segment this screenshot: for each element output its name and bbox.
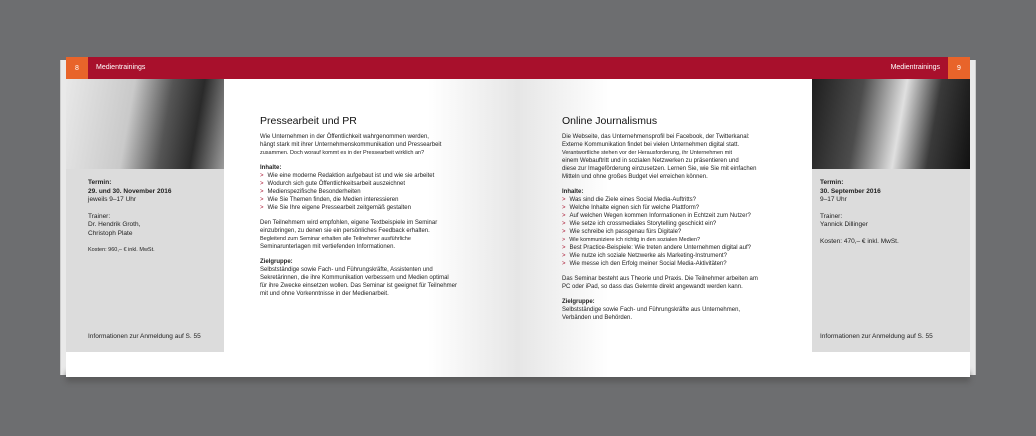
zielgruppe-text: Selbstständige sowie Fach- und Führungskräfte aus Unternehmen, Verbänden und Behörden. [562, 307, 741, 321]
trainer-label: Trainer: [820, 212, 843, 220]
list-item: > Wie eine moderne Redaktion aufgebaut ist und wie sie arbeitet [260, 172, 482, 180]
body-paragraph: Das Seminar besteht aus Theorie und Praxis. Die Teilnehmer arbeiten am PC oder iPad, so dass das Gelernte direkt angewandt werden kann. [562, 276, 758, 290]
inhalte-label: Inhalte: [562, 189, 584, 195]
trainer-label: Trainer: [88, 212, 111, 220]
trainer-name: Christoph Plate [88, 229, 133, 237]
trainer-name: Dr. Hendrik Groth, [88, 221, 141, 228]
termin-date: 29. und 30. November 2016 [88, 187, 172, 195]
zielgruppe-label: Zielgruppe: [562, 299, 595, 305]
list-item: > Wie setze ich crossmediales Storytelling geschickt ein? [562, 220, 792, 228]
page-header [518, 57, 970, 79]
workstation-photo [812, 79, 970, 169]
list-item: > Auf welchen Wegen kommen Informationen in Echtzeit zum Nutzer? [562, 212, 792, 220]
intro: Wie Unternehmen in der Öffentlichkeit wahrgenommen werden, hängt stark mit ihrer Unternehmenskommunikation und Pressearbeit zusammen. Doch worauf kommt es in der Pressearbeit wirklich an? [260, 134, 442, 156]
inhalte-list [562, 196, 792, 268]
open-brochure [66, 57, 970, 377]
list-item: > Wie Sie Ihre eigene Pressearbeit zeitgemäß gestalten [260, 204, 482, 212]
list-item: > Best Practice-Beispiele: Wie treten andere Unternehmen digital auf? [562, 244, 792, 252]
list-item: > Was sind die Ziele eines Social Media-Auftritts? [562, 196, 792, 204]
list-item: > Wie nutze ich soziale Netzwerke als Marketing-Instrument? [562, 252, 792, 260]
list-item: > Welche Inhalte eignen sich für welche Plattform? [562, 204, 792, 212]
registration-note: Informationen zur Anmeldung auf S. 55 [820, 332, 933, 340]
termin-label: Termin: [88, 179, 112, 186]
section-title: Medientrainings [890, 64, 940, 71]
list-item: > Wie Sie Themen finden, die Medien interessieren [260, 196, 482, 204]
trainer-name: Yannick Dillinger [820, 221, 868, 228]
article [562, 117, 792, 329]
inhalte-label: Inhalte: [260, 165, 282, 171]
page-number: 8 [66, 57, 88, 79]
article-title: Pressearbeit und PR [260, 115, 357, 127]
page-number: 9 [948, 57, 970, 79]
zielgruppe-label: Zielgruppe: [260, 259, 293, 265]
zielgruppe-text: Selbstständige sowie Fach- und Führungskräfte, Assistenten und Sekretärinnen, die ihre Kommunikation verbessern und Medien optimal für ihre Zwecke einsetzen wollen. Das Seminar ist geeignet für Teilnehmer mit und ohne Vorkenntnisse in der Medienarbeit. [260, 267, 457, 297]
info-sidebar [812, 169, 970, 352]
list-item: > Wie schreibe ich passgenau fürs Digitale? [562, 228, 792, 236]
article-title: Online Journalismus [562, 115, 658, 127]
intro: Die Webseite, das Unternehmensprofil bei Facebook, der Twitterkanal: Externe Kommunikation findet bei vielen Unternehmen digital statt. Verantwortliche stehen vor der Herausforderung, ihr Unternehmen mit einem Webauftritt und in sozialen Netzwerken zu präsentieren und diese zur Imageförderung einzusetzen. Lernen Sie, wie Sie mit einfachen Mitteln und ohne großes Budget viel erreichen können. [562, 134, 757, 180]
article [260, 117, 482, 305]
section-title: Medientrainings [96, 64, 146, 71]
page-header [66, 57, 518, 79]
kosten: Kosten: 470,– € inkl. MwSt. [820, 237, 899, 245]
presenter-photo [66, 79, 224, 169]
registration-note: Informationen zur Anmeldung auf S. 55 [88, 332, 201, 340]
list-item: > Wie kommuniziere ich richtig in den sozialen Medien? [562, 236, 792, 244]
kosten: Kosten: 960,– € inkl. MwSt. [88, 247, 155, 253]
inhalte-list [260, 172, 482, 212]
right-page [518, 57, 970, 377]
termin-time: jeweils 9–17 Uhr [88, 196, 137, 203]
list-item: > Medienspezifische Besonderheiten [260, 188, 482, 196]
list-item: > Wie messe ich den Erfolg meiner Social Media-Aktivitäten? [562, 260, 792, 268]
termin-date: 30. September 2016 [820, 187, 881, 195]
list-item: > Wodurch sich gute Öffentlichkeitsarbeit auszeichnet [260, 180, 482, 188]
left-page [66, 57, 518, 377]
termin-time: 9–17 Uhr [820, 196, 847, 203]
body-paragraph: Den Teilnehmern wird empfohlen, eigene Textbeispiele im Seminar einzubringen, zu denen sie ein persönliches Feedback erhalten. Begleitend zum Seminar erhalten alle Teilnehmer ausführliche Seminarunterlagen mit vertiefenden Informationen. [260, 220, 438, 250]
termin-label: Termin: [820, 179, 844, 186]
info-sidebar [66, 169, 224, 352]
